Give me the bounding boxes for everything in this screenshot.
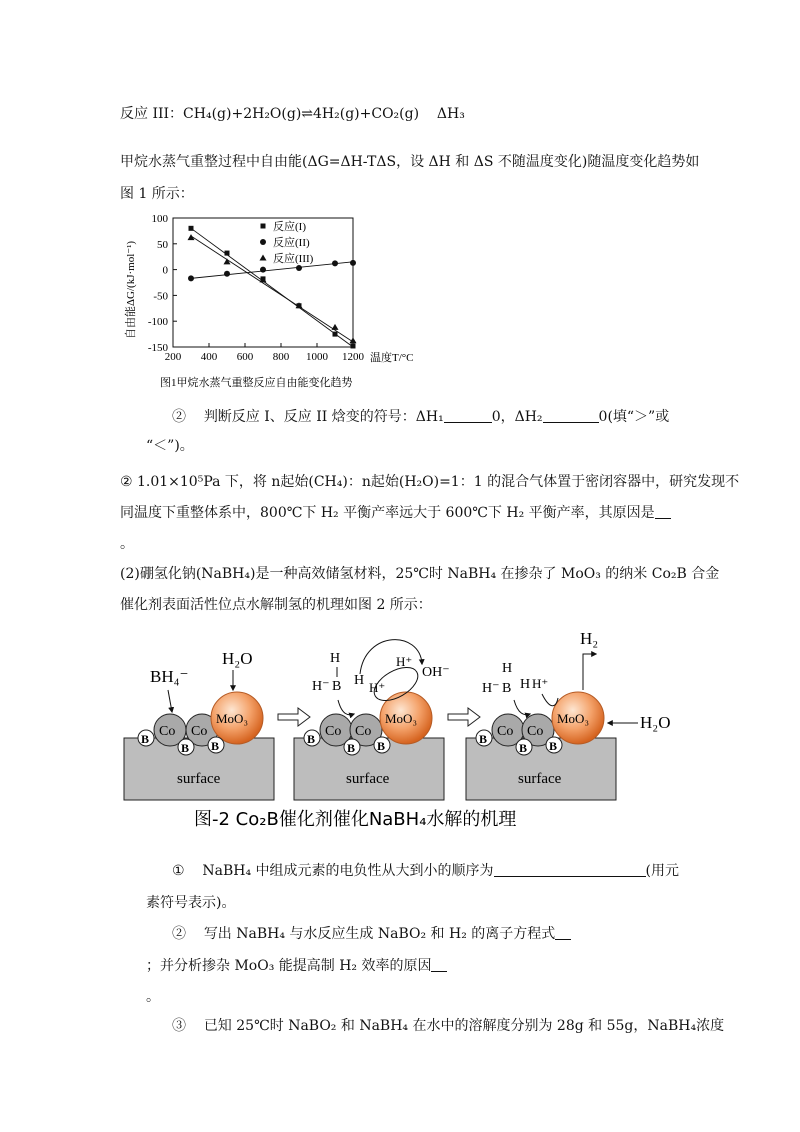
fit-line-series-3 [191, 236, 353, 342]
x-tick-label: 1000 [306, 351, 328, 363]
boron-label: B [332, 679, 342, 694]
h-label: H [502, 661, 513, 676]
sub-question-3-text: 已知 25℃时 NaBO₂ 和 NaBH₄ 在水中的溶解度分别为 28g 和 55g，NaBH₄浓度 [203, 1018, 725, 1034]
x-tick-label: 600 [236, 351, 254, 363]
question-1-text-c: 0(填“＞”或 [598, 409, 670, 425]
reaction-3-label: 反应 III： [120, 106, 184, 122]
data-point-series-2 [350, 260, 356, 266]
b-label: B [519, 741, 528, 755]
data-point-series-2 [332, 260, 338, 266]
x-tick-label: 800 [272, 351, 290, 363]
free-energy-chart [118, 208, 438, 398]
legend-marker [260, 255, 267, 261]
hplus-label: H⁺ [396, 654, 413, 669]
sub-question-2-line-1 [172, 924, 571, 944]
intro-line-2: 图 1 所示： [120, 186, 194, 202]
question-2-line-2 [120, 503, 671, 523]
chart-caption: 图1甲烷水蒸气重整反应自由能变化趋势 [160, 377, 353, 389]
h2-label: H₂ [580, 629, 599, 648]
data-point-series-2 [296, 265, 302, 271]
chart-legend [260, 219, 314, 265]
data-point-series-1 [351, 343, 356, 348]
b-label: B [211, 739, 220, 753]
question-1-text-a: 判断反应 I、反应 II 焓变的符号：ΔH₁ [203, 409, 444, 425]
hydride-label: H⁻ [312, 679, 330, 694]
hplus-label: H⁺ [532, 676, 549, 691]
surface-label: surface [177, 771, 221, 787]
h-label: H [330, 651, 341, 666]
reaction-3-formula: CH₄(g)+2H₂O(g)⇌4H₂(g)+CO₂(g) [183, 106, 420, 122]
question-2-text: 同温度下重整体系中，800℃下 H₂ 平衡产率远大于 600℃下 H₂ 平衡产率，其原因是 [120, 505, 655, 521]
question-2-line-1: ② 1.01×10⁵Pa 下，将 n起始(CH₄)：n起始(H₂O)=1：1 的混合气体置于密闭容器中，研究发现不 [120, 474, 740, 490]
sub-question-2-number: ② [172, 926, 186, 942]
data-point-series-3 [332, 324, 339, 330]
sub-question-1-text: NaBH₄ 中组成元素的电负性从大到小的顺序为 [202, 863, 494, 879]
co-label: Co [527, 724, 544, 739]
sub-question-3-number: ③ [172, 1018, 186, 1034]
chart-axes [148, 213, 365, 363]
co-label: Co [191, 724, 208, 739]
legend-marker [260, 239, 266, 245]
question-2-line-3: 。 [120, 536, 134, 552]
legend-label: 反应(I) [273, 221, 306, 233]
answer-blank-dh1[interactable] [444, 408, 492, 423]
sub-question-1-number: ① [172, 863, 185, 879]
step-arrow-2 [448, 708, 480, 726]
surface-block [294, 738, 444, 800]
data-point-series-1 [333, 332, 338, 337]
surface-label: surface [346, 771, 390, 787]
mechanism-figure [110, 620, 690, 835]
moo3-label: MoO₃ [557, 711, 589, 726]
fit-line-series-1 [191, 228, 353, 347]
data-point-series-3 [188, 234, 195, 240]
chart-y-axis-label: 自由能ΔG/(kJ·mol⁻¹) [125, 240, 137, 340]
hydroxide-label: OH⁻ [422, 665, 450, 680]
sub-question-2-text-2: ；并分析掺杂 MoO₃ 能提高制 H₂ 效率的原因 [146, 958, 432, 974]
y-tick-label: -100 [147, 316, 168, 329]
surface-label: surface [518, 771, 562, 787]
fit-line-series-2 [191, 262, 353, 279]
question-1-line-1 [172, 407, 669, 427]
mechanism-panel-2 [294, 640, 450, 800]
mechanism-panel-3 [466, 629, 670, 800]
answer-blank-reason[interactable] [655, 504, 671, 519]
data-point-series-2 [224, 271, 230, 277]
y-tick-label: -50 [153, 290, 168, 303]
question-1-line-2: “＜”)。 [146, 438, 194, 454]
h2o-label: H₂O [640, 713, 671, 732]
bh4-label: BH₄⁻ [150, 667, 189, 686]
y-tick-label: 50 [157, 238, 168, 251]
b-label: B [377, 739, 386, 753]
h2o-label: H₂O [222, 649, 253, 668]
data-point-series-1 [189, 226, 194, 231]
b-label: B [307, 732, 316, 746]
sub-question-2-line-2 [146, 956, 447, 976]
question-1-text-b: 0，ΔH₂ [491, 409, 543, 425]
x-tick-label: 400 [200, 351, 218, 363]
b-label: B [141, 732, 150, 746]
y-tick-label: -150 [147, 342, 168, 354]
h-label: H [354, 673, 365, 688]
data-point-series-1 [225, 251, 230, 256]
co-label: Co [159, 724, 176, 739]
part-2-line-2: 催化剂表面活性位点水解制氢的机理如图 2 所示： [120, 597, 432, 613]
sub-question-2-text: 写出 NaBH₄ 与水反应生成 NaBO₂ 和 H₂ 的离子方程式 [203, 926, 556, 942]
hplus-label: H⁺ [369, 680, 386, 695]
hydride-label: H⁻ [482, 681, 500, 696]
sub-question-2-line-3: 。 [146, 989, 160, 1005]
step-arrow-1 [278, 708, 310, 726]
answer-blank-equation[interactable] [555, 925, 571, 940]
h-label: H [520, 677, 531, 692]
sub-question-1-line-2: 素符号表示)。 [146, 895, 236, 911]
mechanism-panel-1 [124, 649, 274, 800]
answer-blank-electronegativity[interactable] [494, 862, 646, 877]
chart-fit-lines [191, 228, 353, 347]
sub-question-1-tail: (用元 [645, 863, 679, 879]
y-tick-label: 100 [151, 213, 168, 225]
reaction-3-enthalpy: ΔH₃ [436, 106, 465, 122]
answer-blank-dh2[interactable] [543, 408, 599, 423]
x-tick-label: 200 [164, 351, 182, 363]
legend-label: 反应(II) [273, 237, 310, 249]
answer-blank-moo3-reason[interactable] [431, 957, 447, 972]
reaction-3-line [120, 104, 465, 124]
moo3-label: MoO₃ [385, 711, 417, 726]
legend-marker [261, 224, 266, 229]
b-label: B [479, 732, 488, 746]
data-point-series-2 [260, 267, 266, 273]
sub-question-3-line-1 [172, 1016, 724, 1036]
b-label: B [347, 741, 356, 755]
co-label: Co [497, 724, 514, 739]
legend-label: 反应(III) [273, 253, 314, 265]
figure-2-caption: 图-2 Co₂B催化剂催化NaBH₄水解的机理 [194, 809, 517, 830]
b-label: B [549, 739, 558, 753]
co-label: Co [325, 724, 342, 739]
question-1-number: ② [172, 409, 186, 425]
sub-question-1-line-1 [172, 861, 679, 881]
surface-block [124, 738, 274, 800]
moo3-label: MoO₃ [216, 711, 248, 726]
data-point-series-2 [188, 275, 194, 281]
b-label: B [181, 741, 190, 755]
y-tick-label: 0 [162, 264, 168, 277]
intro-line-1: 甲烷水蒸气重整过程中自由能(ΔG=ΔH-TΔS，设 ΔH 和 ΔS 不随温度变化)随温度变化趋势如 [120, 154, 700, 170]
chart-x-axis-label: 温度T/°C [370, 352, 414, 364]
surface-block [466, 738, 616, 800]
co-label: Co [355, 724, 372, 739]
boron-label: B [502, 681, 512, 696]
part-2-line-1: (2)硼氢化钠(NaBH₄)是一种高效储氢材料，25℃时 NaBH₄ 在掺杂了 MoO₃ 的纳米 Co₂B 合金 [120, 566, 720, 582]
x-tick-label: 1200 [342, 351, 364, 363]
